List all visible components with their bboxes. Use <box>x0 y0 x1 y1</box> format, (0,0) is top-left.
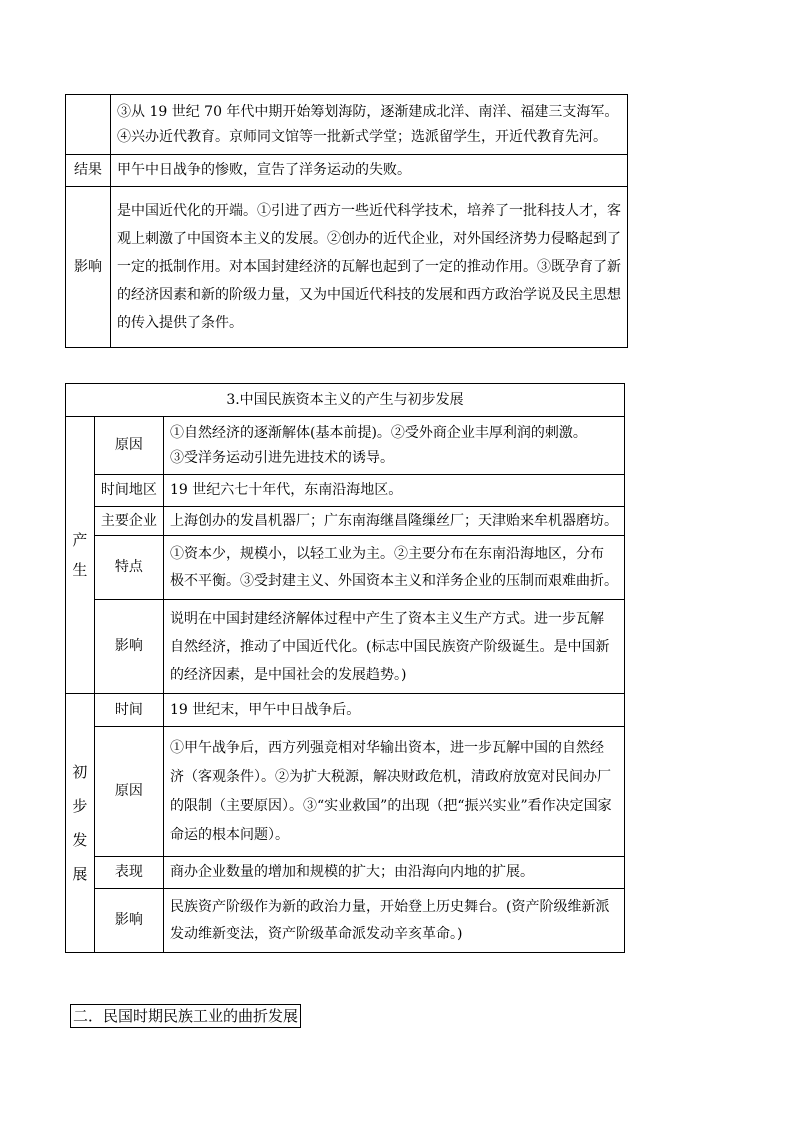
content-line: 的经济因素，是中国社会的发展趋势。) <box>170 666 407 683</box>
table-row <box>66 600 625 694</box>
content-line: 命运的根本问题）。 <box>170 826 289 843</box>
row-label-result: 结果 <box>66 155 111 187</box>
table-row <box>66 536 625 600</box>
row-content <box>111 187 628 348</box>
table-row <box>66 857 625 889</box>
row-label: 表现 <box>94 857 163 889</box>
group-label-chansheng: 产 生 <box>66 417 95 694</box>
table-row <box>66 187 628 348</box>
row-content <box>164 475 625 507</box>
row-content <box>111 155 628 187</box>
content-line: ③受洋务运动引进先进技术的诱导。 <box>170 449 394 466</box>
content-line: ④兴办近代教育。京师同文馆等一批新式学堂；选派留学生，开近代教育先河。 <box>117 128 607 145</box>
row-content <box>164 889 625 953</box>
row-content <box>164 600 625 694</box>
row-label: 原因 <box>94 727 163 857</box>
table-row <box>66 155 628 187</box>
row-label: 影响 <box>94 600 163 694</box>
content-line: 的限制（主要原因）。③“实业救国”的出现（把“振兴实业”看作决定国家 <box>170 797 612 814</box>
row-content <box>164 857 625 889</box>
content-line: 说明在中国封建经济解体过程中产生了资本主义生产方式。进一步瓦解 <box>170 610 604 627</box>
table-title: 3.中国民族资本主义的产生与初步发展 <box>66 384 625 417</box>
row-content <box>164 536 625 600</box>
table-row <box>66 417 625 475</box>
content-line: ①甲午战争后，西方列强竞相对华输出资本，进一步瓦解中国的自然经 <box>170 739 604 756</box>
table-row <box>66 889 625 953</box>
content-line: 一定的抵制作用。对本国封建经济的瓦解也起到了一定的推动作用。③既孕育了新 <box>117 259 621 275</box>
content-line: 济（客观条件）。②为扩大税源，解决财政危机，清政府放宽对民间办厂 <box>170 768 611 785</box>
row-content <box>164 694 625 727</box>
capitalism-table <box>65 383 625 953</box>
row-label: 原因 <box>94 417 163 475</box>
table-row <box>66 727 625 857</box>
content-line: ③从 19 世纪 70 年代中期开始筹划海防，逐渐建成北洋、南洋、福建三支海军。 <box>117 103 619 120</box>
table-title-row <box>66 384 625 417</box>
row-content <box>164 417 625 475</box>
content-line: 自然经济，推动了中国近代化。(标志中国民族资产阶级诞生。是中国新 <box>170 638 610 655</box>
content-line: 商办企业数量的增加和规模的扩大；由沿海向内地的扩展。 <box>170 864 534 880</box>
row-content <box>111 95 628 155</box>
table-row <box>66 507 625 536</box>
table-row <box>66 694 625 727</box>
content-line: 极不平衡。③受封建主义、外国资本主义和洋务企业的压制而艰难曲折。 <box>170 572 618 589</box>
content-line: ①自然经济的逐渐解体(基本前提)。②受外商企业丰厚利润的刺激。 <box>170 424 587 441</box>
content-line: ①资本少，规模小，以轻工业为主。②主要分布在东南沿海地区，分布 <box>170 545 604 562</box>
content-line: 的经济因素和新的阶级力量，又为中国近代科技的发展和西方政治学说及民主思想 <box>117 287 621 303</box>
content-line: 上海创办的发昌机器厂；广东南海继昌隆缫丝厂；天津贻来牟机器磨坊。 <box>170 512 618 529</box>
content-line: 甲午中日战争的惨败，宣告了洋务运动的失败。 <box>117 162 411 178</box>
content-line: 的传入提供了条件。 <box>117 315 243 331</box>
row-label: 影响 <box>94 889 163 953</box>
content-line: 是中国近代化的开端。①引进了西方一些近代科学技术，培养了一批科技人才，客 <box>117 203 621 219</box>
group-label-chubufazhan: 初 步 发 展 <box>66 694 95 953</box>
row-label-influence: 影响 <box>66 187 111 348</box>
row-label: 时间 <box>94 694 163 727</box>
content-line: 观上刺激了中国资本主义的发展。②创办的近代企业，对外国经济势力侵略起到了 <box>117 231 621 247</box>
row-label: 主要企业 <box>94 507 163 536</box>
row-content <box>164 507 625 536</box>
row-label: 特点 <box>94 536 163 600</box>
content-line: 19 世纪六七十年代，东南沿海地区。 <box>170 482 403 498</box>
content-line: 发动维新变法，资产阶级革命派发动辛亥革命。) <box>170 925 463 942</box>
row-label <box>66 95 111 155</box>
row-content <box>164 727 625 857</box>
table-row <box>66 475 625 507</box>
section-heading: 二．民国时期民族工业的曲折发展 <box>70 1004 301 1028</box>
content-line: 19 世纪末，甲午中日战争后。 <box>170 701 361 718</box>
content-line: 民族资产阶级作为新的政治力量，开始登上历史舞台。(资产阶级维新派 <box>170 898 610 915</box>
yangwu-table <box>65 94 628 348</box>
row-label: 时间地区 <box>94 475 163 507</box>
table-row <box>66 95 628 155</box>
